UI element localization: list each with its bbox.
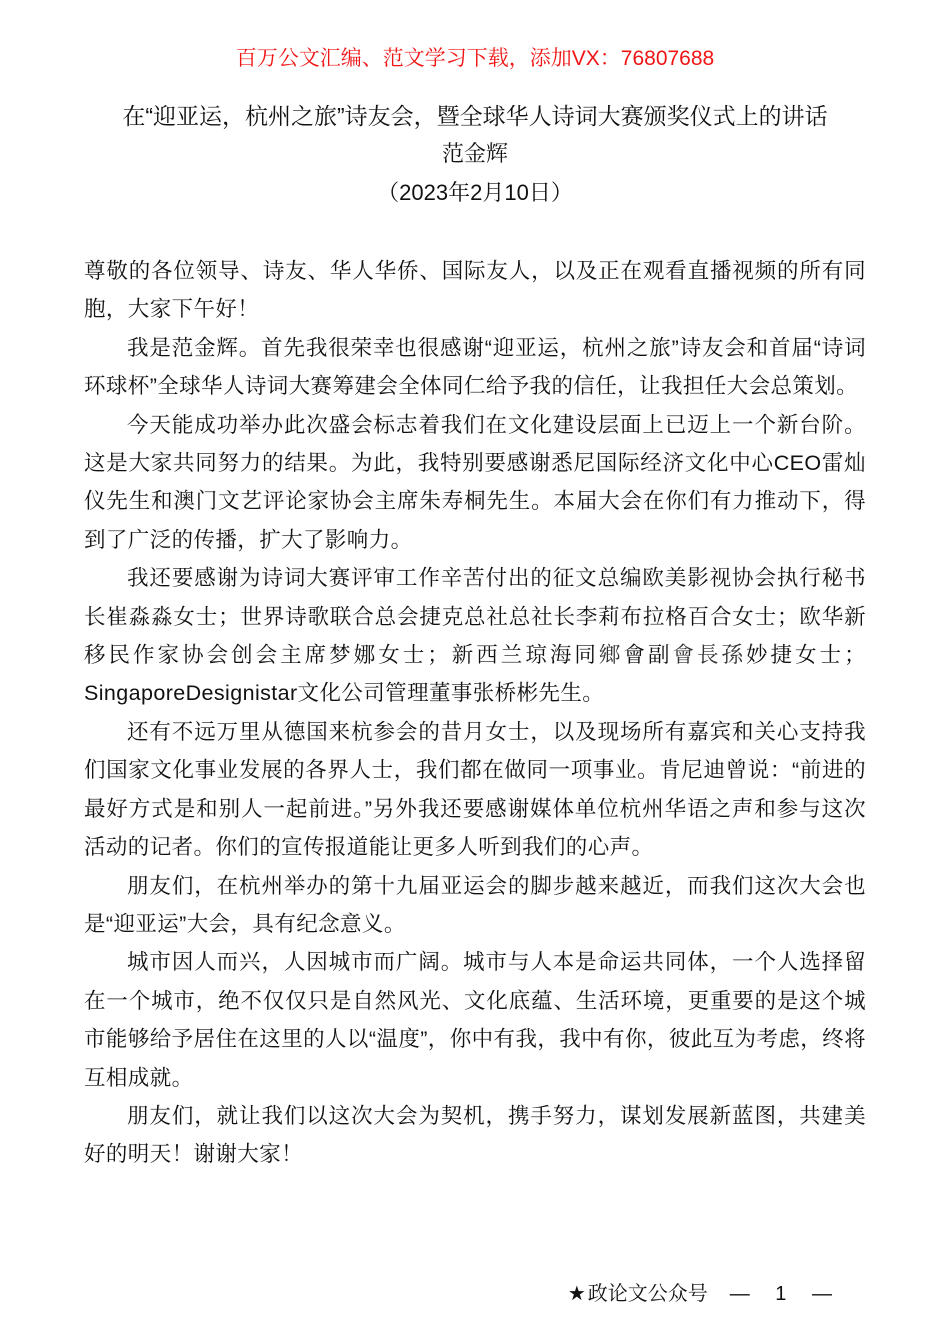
page-footer bbox=[568, 1282, 842, 1306]
page-title: 在“迎亚运，杭州之旅”诗友会，暨全球华人诗词大赛颁奖仪式上的讲话 bbox=[122, 103, 828, 129]
body-paragraph bbox=[84, 559, 866, 713]
body-paragraph bbox=[84, 252, 866, 329]
paragraph-segment: 朋友们，就让我们以这次大会为契机，携手努力，谋划发展新蓝图，共建美好的明天！谢谢大家！ bbox=[84, 1103, 866, 1167]
paragraph-segment-traditional: 鄉 bbox=[598, 643, 624, 668]
watermark-notice: 百万公文汇编、范文学习下载，添加VX：76807688 bbox=[235, 47, 715, 70]
paragraph-segment-traditional: 會長孫 bbox=[672, 643, 747, 668]
paragraph-segment: 會副 bbox=[623, 643, 673, 668]
body-paragraph bbox=[84, 406, 866, 560]
paragraph-segment: 我还要感谢为诗词大赛评审工作辛苦付出的征文总编欧美影视协会执行秘书长崔淼淼女士；世界诗歌联合总会捷克总社总社长李莉布拉格百合女士；欧华新移民作家协会创会主席梦娜女士；新西兰琼海同 bbox=[84, 566, 866, 668]
paragraph-segment: 妙捷女士；SingaporeDesignistar文化公司管理董事张桥彬先生。 bbox=[84, 643, 867, 706]
footer-channel-text: 政论文公众号 bbox=[587, 1283, 708, 1305]
paragraph-segment: 城市因人而兴，人因城市而广阔。城市与人本是命运共同体，一个人选择留在一个城市，绝不仅仅只是自然风光、文化底蕴、生活环境，更重要的是这个城市能够给予居住在这里的人以“温度”，你中有我，我中有你，彼此互为考虑，终将互相成就。 bbox=[84, 950, 866, 1090]
author-name: 范金辉 bbox=[441, 141, 508, 166]
body-paragraph bbox=[84, 867, 866, 944]
body-paragraph bbox=[84, 713, 866, 867]
body-paragraph bbox=[84, 943, 866, 1097]
footer-channel-label bbox=[568, 1282, 708, 1306]
date-line: （2023年2月10日） bbox=[377, 180, 573, 205]
document-body bbox=[84, 252, 866, 1174]
page-number: — 1 — bbox=[729, 1283, 842, 1305]
star-icon: ★ bbox=[567, 1283, 586, 1305]
body-paragraph bbox=[84, 1097, 866, 1174]
paragraph-segment: 我是范金辉。首先我很荣幸也很感谢“迎亚运，杭州之旅”诗友会和首届“诗词环球杯”全球华人诗词大赛筹建会全体同仁给予我的信任，让我担任大会总策划。 bbox=[84, 335, 866, 399]
paragraph-segment: 今天能成功举办此次盛会标志着我们在文化建设层面上已迈上一个新台阶。这是大家共同努力的结果。为此，我特别要感谢悉尼国际经济文化中心CEO雷灿仪先生和澳门文艺评论家协会主席朱寿桐先生。本届大会在你们有力推动下，得到了广泛的传播，扩大了影响力。 bbox=[84, 412, 866, 552]
paragraph-segment: 朋友们，在杭州举办的第十九届亚运会的脚步越来越近，而我们这次大会也是“迎亚运”大会，具有纪念意义。 bbox=[84, 873, 866, 936]
paragraph-segment: 尊敬的各位领导、诗友、华人华侨、国际友人，以及正在观看直播视频的所有同胞，大家下午好！ bbox=[84, 259, 866, 322]
body-paragraph bbox=[84, 329, 866, 406]
paragraph-segment: 还有不远万里从德国来杭参会的昔月女士，以及现场所有嘉宾和关心支持我们国家文化事业发展的各界人士，我们都在做同一项事业。肯尼迪曾说：“前进的最好方式是和别人一起前进。”另外我还要感谢媒体单位杭州华语之声和参与这次活动的记者。你们的宣传报道能让更多人听到我们的心声。 bbox=[84, 719, 866, 860]
